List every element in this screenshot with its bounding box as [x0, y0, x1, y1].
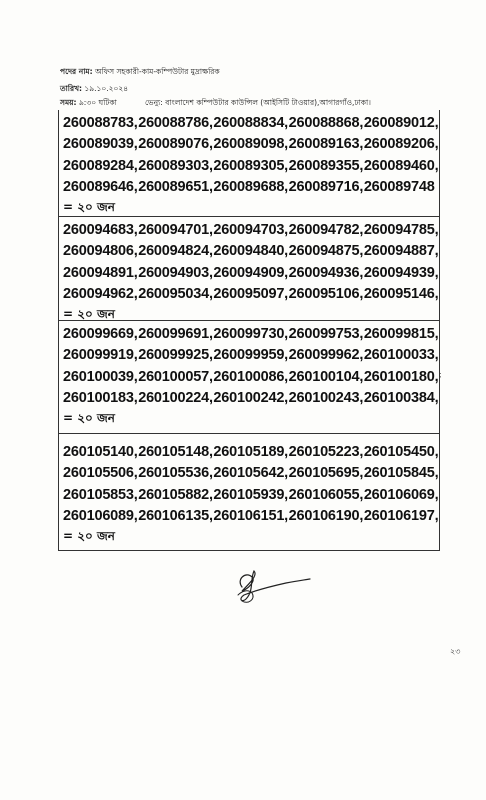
roll-number: 260089748 [363, 179, 435, 196]
roll-number: 260088834, [213, 114, 289, 131]
roll-number: 260089098, [213, 136, 289, 153]
roll-number: 260094785, [363, 221, 439, 238]
block-total: = ২০ জন [63, 529, 115, 543]
roll-row [63, 155, 439, 177]
roll-number: 260099753, [288, 325, 364, 342]
roll-number: 260088786, [138, 114, 213, 131]
roll-number: 260094806, [63, 243, 138, 260]
roll-number: 260105450, [363, 443, 439, 460]
roll-row [63, 345, 439, 367]
venue-line [145, 98, 371, 110]
roll-number: 260106151, [213, 508, 289, 525]
roll-row [63, 506, 439, 528]
roll-number: 260099815, [363, 325, 439, 342]
roll-number: 260094939, [363, 264, 439, 281]
time-line [60, 98, 117, 110]
roll-row [63, 241, 439, 263]
post-name-label: পদের নাম: [60, 67, 93, 76]
roll-number: 260106069, [363, 486, 439, 503]
time-label: সময়: [60, 98, 77, 107]
roll-number: 260094824, [138, 243, 213, 260]
roll-number: 260105140, [63, 443, 138, 460]
post-name-line [60, 67, 220, 79]
roll-number: 260094703, [213, 221, 289, 238]
roll-number: 260089206, [363, 136, 439, 153]
roll-number: 260099919, [63, 347, 138, 364]
roll-number: 260100039, [63, 368, 138, 385]
roll-row [63, 177, 439, 199]
roll-number: 260100183, [63, 390, 138, 407]
roll-number: 260105882, [138, 486, 213, 503]
roll-row [63, 484, 439, 506]
roll-number: 260105189, [213, 443, 289, 460]
roll-number: 260106055, [288, 486, 364, 503]
roll-number: 260094683, [63, 221, 138, 238]
roll-number: 260094891, [63, 264, 138, 281]
roll-number: 260105223, [288, 443, 364, 460]
roll-number-table [58, 110, 440, 551]
roll-number: 260100033, [363, 347, 439, 364]
roll-number: 260105695, [288, 465, 364, 482]
roll-number: 260106089, [63, 508, 138, 525]
post-name-value: অফিস সহকারী-কাম-কম্পিউটার মুদ্রাক্ষরিক [95, 67, 220, 76]
roll-row [63, 323, 439, 345]
roll-block [59, 217, 439, 321]
roll-number: 260089163, [288, 136, 364, 153]
roll-number: 260089460, [363, 157, 439, 174]
block-total: = ২০ জন [63, 411, 115, 425]
roll-row [63, 134, 439, 156]
roll-block [59, 110, 439, 217]
roll-number: 260089651, [138, 179, 213, 196]
roll-number: 260099730, [213, 325, 289, 342]
roll-number: 260099962, [288, 347, 364, 364]
roll-number: 260105939, [213, 486, 289, 503]
signature [228, 565, 318, 610]
block-total: = ২০ জন [63, 307, 115, 321]
roll-row [63, 219, 439, 241]
venue-value: বাংলাদেশ কম্পিউটার কাউন্সিল (আইসিটি টাওয়ার),আগারগাঁও,ঢাকা। [165, 98, 371, 107]
roll-number: 260089039, [63, 136, 138, 153]
roll-number: 260088868, [288, 114, 364, 131]
roll-number: 260094936, [288, 264, 364, 281]
roll-number: 260106135, [138, 508, 213, 525]
roll-number: 260094875, [288, 243, 364, 260]
roll-number: 260094701, [138, 221, 213, 238]
roll-number: 260099691, [138, 325, 213, 342]
roll-number: 260089076, [138, 136, 213, 153]
roll-number: 260106197, [363, 508, 439, 525]
roll-number: 260100104, [288, 368, 364, 385]
block-total: = ২০ জন [63, 200, 115, 214]
roll-number: 260089284, [63, 157, 138, 174]
date-line [60, 84, 128, 96]
roll-row [63, 388, 439, 410]
venue-label: ভেন্যু: [145, 98, 163, 107]
roll-number: 260094840, [213, 243, 289, 260]
date-value: ১৯.১০.২০২৪ [84, 84, 129, 93]
time-value: ৯:৩০ ঘটিকা [78, 98, 117, 107]
roll-row [63, 112, 439, 134]
roll-block [59, 321, 439, 434]
roll-number: 260089646, [63, 179, 138, 196]
roll-number: 260105148, [138, 443, 213, 460]
roll-number: 260100242, [213, 390, 289, 407]
roll-number: 260100224, [138, 390, 213, 407]
roll-number: 260088783, [63, 114, 138, 131]
roll-number: 260094782, [288, 221, 364, 238]
roll-number: 260105853, [63, 486, 138, 503]
roll-number: 260099925, [138, 347, 213, 364]
roll-row [63, 366, 439, 388]
roll-number: 260100180, [363, 368, 439, 385]
date-label: তারিখ: [60, 84, 82, 93]
roll-number: 260089716, [288, 179, 364, 196]
roll-number: 260100243, [288, 390, 364, 407]
roll-number: 260094909, [213, 264, 289, 281]
roll-number: 260105642, [213, 465, 289, 482]
margin-mark: ; [439, 370, 442, 379]
roll-number: 260095146, [363, 286, 439, 303]
roll-number: 260100057, [138, 368, 213, 385]
roll-number: 260105536, [138, 465, 213, 482]
roll-number: 260099669, [63, 325, 138, 342]
roll-number: 260095106, [288, 286, 364, 303]
roll-number: 260089303, [138, 157, 213, 174]
roll-block [59, 434, 439, 551]
roll-number: 260089688, [213, 179, 289, 196]
roll-number: 260094887, [363, 243, 439, 260]
roll-number: 260089305, [213, 157, 289, 174]
roll-number: 260105506, [63, 465, 138, 482]
roll-number: 260106190, [288, 508, 364, 525]
roll-row [63, 262, 439, 284]
page-number: ২৩ [450, 647, 461, 656]
roll-row [63, 463, 439, 485]
roll-row [63, 284, 439, 306]
roll-number: 260095097, [213, 286, 289, 303]
roll-number: 260089012, [363, 114, 439, 131]
roll-number: 260095034, [138, 286, 213, 303]
roll-number: 260099959, [213, 347, 289, 364]
roll-number: 260094903, [138, 264, 213, 281]
roll-number: 260094962, [63, 286, 138, 303]
roll-number: 260105845, [363, 465, 439, 482]
roll-number: 260089355, [288, 157, 364, 174]
roll-number: 260100384, [363, 390, 439, 407]
roll-number: 260100086, [213, 368, 289, 385]
roll-row [63, 441, 439, 463]
